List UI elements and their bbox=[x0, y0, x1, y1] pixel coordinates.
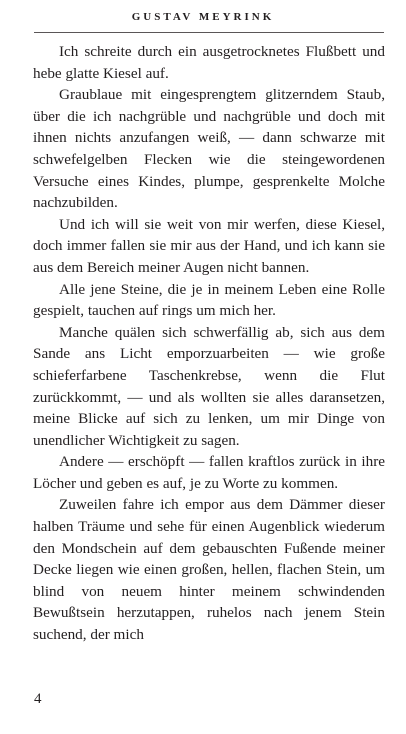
header-rule bbox=[34, 32, 384, 33]
body-text bbox=[33, 41, 385, 646]
paragraph: Zuweilen fahre ich empor aus dem Dämmer dieser halben Träume und sehe für einen Augenblick wiederum den Mondschein auf dem gebauschten Fußende meiner Decke liegen wie einen großen, hellen, flachen Stein, um blind von neuem hinter meinem schwindenden Bewußtsein herzutappen, ruhelos nach jenem Stein suchend, der mich bbox=[33, 496, 385, 644]
paragraph: Graublaue mit eingesprengtem glitzerndem Staub, über die ich nachgrüble und nachgrüble und doch mit ihnen nichts anzufangen weiß, — dann schwarze mit schwefelgelben Flecken wie die steingewordenen Versuche eines Kindes, plumpe, gesprenkelte Molche nachzubilden. bbox=[33, 86, 385, 212]
paragraph: Andere — erschöpft — fallen kraftlos zurück in ihre Löcher und geben es auf, je zu Worte zu kommen. bbox=[33, 453, 385, 492]
page-number: 4 bbox=[34, 691, 42, 707]
paragraph: Ich schreite durch ein ausgetrocknetes Flußbett und hebe glatte Kiesel auf. bbox=[33, 43, 385, 82]
paragraph: Alle jene Steine, die je in meinem Leben eine Rolle gespielt, tauchen auf rings um mich her. bbox=[33, 280, 385, 320]
running-head: GUSTAV MEYRINK bbox=[131, 11, 275, 23]
paragraph: Und ich will sie weit von mir werfen, diese Kiesel, doch immer fallen sie mir aus der Hand, und ich kann sie aus dem Bereich meiner Augen nicht bannen. bbox=[33, 215, 385, 276]
paragraph: Manche quälen sich schwerfällig ab, sich aus dem Sande ans Licht emporzuarbeiten — wie große schieferfarbene Taschenkrebse, wenn die Flut zurückkommt, — und als wollten sie alles daransetzen, meine Blicke auf sich zu lenken, um mir Dinge von unendlicher Wichtigkeit zu sagen. bbox=[33, 323, 385, 449]
